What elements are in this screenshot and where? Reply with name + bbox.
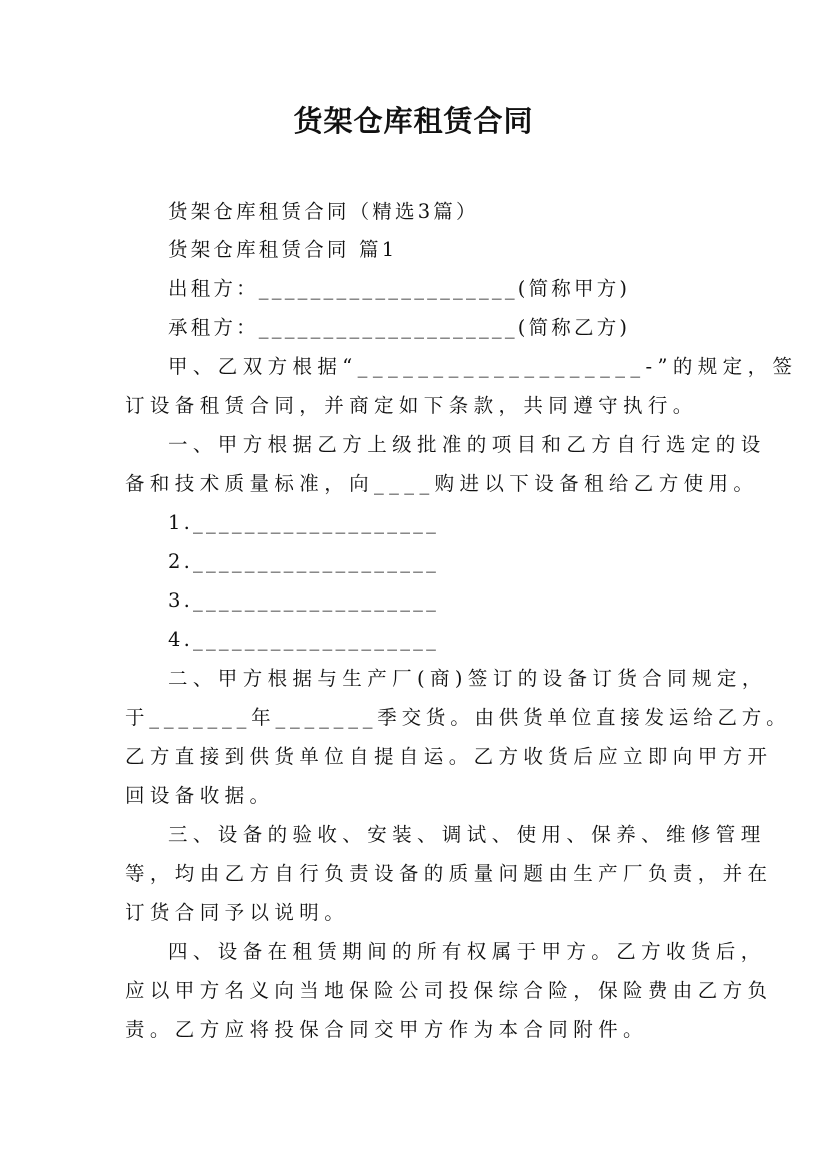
paragraph-line: 责。乙方应将投保合同交甲方作为本合同附件。 [125, 1018, 648, 1041]
paragraph-line: 等，均由乙方自行负责设备的质量问题由生产厂负责，并在 [125, 862, 773, 885]
paragraph-line: 备和技术质量标准，向____购进以下设备租给乙方使用。 [125, 472, 759, 495]
paragraph-line: 甲、乙双方根据“___________________-”的规定，签 [168, 355, 798, 378]
paragraph-line: 于_______年_______季交货。由供货单位直接发运给乙方。 [125, 706, 791, 729]
paragraph-line: 应以甲方名义向当地保险公司投保综合险，保险费由乙方负 [125, 979, 773, 1002]
paragraph-line: 一、甲方根据乙方上级批准的项目和乙方自行选定的设 [168, 433, 766, 456]
equipment-item: 1.___________________ [168, 511, 440, 534]
paragraph-line: 乙方直接到供货单位自提自运。乙方收货后应立即向甲方开 [125, 745, 773, 768]
document-title: 货架仓库租赁合同 [293, 104, 534, 138]
section-heading: 货架仓库租赁合同 篇1 [168, 238, 398, 261]
paragraph-line: 订货合同予以说明。 [125, 901, 350, 924]
paragraph-line: 订设备租赁合同，并商定如下条款，共同遵守执行。 [125, 394, 698, 417]
equipment-item: 3.___________________ [168, 589, 440, 612]
subtitle-line: 货架仓库租赁合同（精选3篇） [168, 200, 479, 223]
paragraph-line: 三、设备的验收、安装、调试、使用、保养、维修管理 [168, 823, 766, 846]
equipment-item: 2.___________________ [168, 550, 440, 573]
paragraph-line: 二、甲方根据与生产厂(商)签订的设备订货合同规定， [168, 667, 767, 690]
paragraph-line: 四、设备在租赁期间的所有权属于甲方。乙方收货后， [168, 940, 766, 963]
lessor-line: 出租方：____________________(简称甲方) [168, 277, 631, 300]
paragraph-line: 回设备收据。 [125, 784, 275, 807]
equipment-item: 4.___________________ [168, 628, 440, 651]
lessee-line: 承租方：____________________(简称乙方) [168, 316, 631, 339]
